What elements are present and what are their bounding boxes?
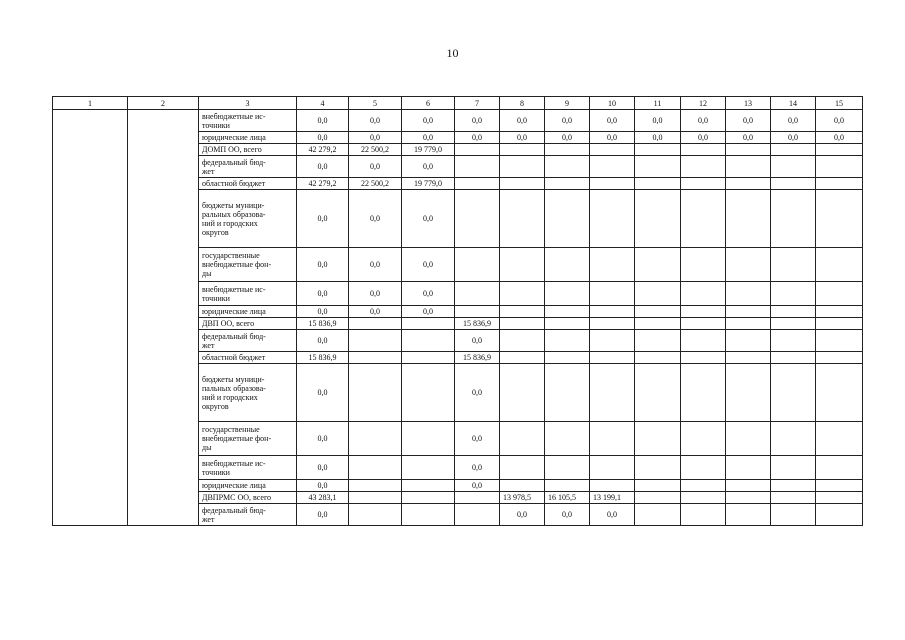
table-cell xyxy=(816,282,863,306)
table-cell xyxy=(545,248,590,282)
table-cell: 0,0 xyxy=(545,504,590,526)
table-cell xyxy=(635,156,681,178)
table-cell xyxy=(771,456,816,480)
table-cell xyxy=(816,190,863,248)
table-cell xyxy=(590,422,635,456)
table-cell xyxy=(500,156,545,178)
table-cell xyxy=(726,190,771,248)
table-cell xyxy=(635,282,681,306)
table-cell: 0,0 xyxy=(816,110,863,132)
row-label: федеральный бюд- жет xyxy=(202,505,266,524)
table-cell xyxy=(816,248,863,282)
table-cell: 0,0 xyxy=(545,132,590,144)
table-cell xyxy=(455,492,500,504)
table-cell xyxy=(402,422,455,456)
column-header: 6 xyxy=(402,97,455,110)
table-cell xyxy=(590,456,635,480)
table-row xyxy=(53,110,863,132)
table-cell xyxy=(816,352,863,364)
table-cell xyxy=(349,480,402,492)
table-cell: 0,0 xyxy=(402,282,455,306)
table-cell xyxy=(771,156,816,178)
table-cell xyxy=(545,178,590,190)
table-cell: 0,0 xyxy=(402,306,455,318)
column-header: 11 xyxy=(635,97,681,110)
table-cell xyxy=(545,352,590,364)
table-cell xyxy=(771,364,816,422)
table-cell xyxy=(455,282,500,306)
table-cell xyxy=(349,456,402,480)
table-cell xyxy=(726,330,771,352)
column-header: 7 xyxy=(455,97,500,110)
table-cell xyxy=(349,364,402,422)
table-cell xyxy=(455,190,500,248)
table-cell: 13 978,5 xyxy=(500,492,545,504)
table-cell xyxy=(771,306,816,318)
table-cell xyxy=(771,190,816,248)
row-label: государственные внебюджетные фон- ды xyxy=(202,425,272,452)
table-cell xyxy=(771,330,816,352)
table-cell xyxy=(635,306,681,318)
col1-cell xyxy=(53,110,128,526)
table-cell xyxy=(816,492,863,504)
table-cell xyxy=(726,248,771,282)
table-cell xyxy=(590,330,635,352)
table-cell xyxy=(771,504,816,526)
table-cell: 43 283,1 xyxy=(297,492,349,504)
table-cell: 0,0 xyxy=(402,248,455,282)
table-cell xyxy=(681,504,726,526)
table-cell: 0,0 xyxy=(726,110,771,132)
table-cell: 0,0 xyxy=(455,330,500,352)
table-cell xyxy=(500,306,545,318)
table-cell: 0,0 xyxy=(297,248,349,282)
table-cell xyxy=(545,364,590,422)
table-cell xyxy=(635,330,681,352)
table-cell: 0,0 xyxy=(349,110,402,132)
table-cell xyxy=(771,318,816,330)
column-header: 13 xyxy=(726,97,771,110)
table-cell xyxy=(635,492,681,504)
table-cell xyxy=(500,330,545,352)
table-cell: 0,0 xyxy=(455,456,500,480)
table-cell xyxy=(590,352,635,364)
table-cell: 0,0 xyxy=(297,132,349,144)
table-cell xyxy=(545,282,590,306)
table-cell xyxy=(635,504,681,526)
table-cell xyxy=(349,504,402,526)
table-cell: 0,0 xyxy=(590,504,635,526)
header-row xyxy=(53,97,863,110)
table-cell: 42 279,2 xyxy=(297,178,349,190)
column-header: 2 xyxy=(128,97,199,110)
table-cell: 22 500,2 xyxy=(349,178,402,190)
table-cell xyxy=(349,330,402,352)
table-cell xyxy=(726,144,771,156)
table-cell xyxy=(500,352,545,364)
table-cell xyxy=(816,306,863,318)
table-cell: 19 779,0 xyxy=(402,178,455,190)
row-label: федеральный бюд- жет xyxy=(202,331,266,350)
table-cell xyxy=(771,492,816,504)
table-cell xyxy=(402,330,455,352)
column-header: 5 xyxy=(349,97,402,110)
table-cell xyxy=(455,156,500,178)
table-cell xyxy=(500,144,545,156)
table-cell xyxy=(681,248,726,282)
table-cell xyxy=(590,156,635,178)
table-cell xyxy=(590,248,635,282)
table-cell xyxy=(681,330,726,352)
table-cell xyxy=(349,352,402,364)
table-cell xyxy=(500,190,545,248)
table-cell xyxy=(771,178,816,190)
table-cell xyxy=(681,318,726,330)
table-cell xyxy=(816,364,863,422)
row-label: юридические лица xyxy=(202,307,266,316)
table-cell: 0,0 xyxy=(349,132,402,144)
table-cell xyxy=(771,422,816,456)
table-cell xyxy=(726,156,771,178)
table-cell xyxy=(681,352,726,364)
table-cell xyxy=(402,364,455,422)
table-cell: 13 199,1 xyxy=(590,492,635,504)
row-label: ДОМП ОО, всего xyxy=(202,145,262,154)
table-cell xyxy=(500,456,545,480)
table-cell xyxy=(402,352,455,364)
table-cell xyxy=(816,480,863,492)
table-cell: 0,0 xyxy=(297,504,349,526)
table-cell: 0,0 xyxy=(297,156,349,178)
table-cell xyxy=(681,144,726,156)
table-cell xyxy=(816,504,863,526)
table-cell: 0,0 xyxy=(402,110,455,132)
table-cell xyxy=(545,144,590,156)
table-cell: 0,0 xyxy=(297,306,349,318)
table-cell: 0,0 xyxy=(545,110,590,132)
table-cell xyxy=(545,190,590,248)
table-cell: 0,0 xyxy=(402,190,455,248)
table-cell: 0,0 xyxy=(455,364,500,422)
table-cell: 0,0 xyxy=(297,330,349,352)
table-cell xyxy=(590,318,635,330)
table-cell: 0,0 xyxy=(297,456,349,480)
table-cell xyxy=(771,282,816,306)
table-cell: 42 279,2 xyxy=(297,144,349,156)
table-cell: 0,0 xyxy=(402,132,455,144)
table-cell: 0,0 xyxy=(297,422,349,456)
table-cell: 0,0 xyxy=(771,132,816,144)
table-cell xyxy=(816,178,863,190)
table-cell xyxy=(500,248,545,282)
table-cell: 16 105,5 xyxy=(545,492,590,504)
table-cell xyxy=(816,318,863,330)
table-cell: 0,0 xyxy=(297,364,349,422)
table-cell xyxy=(816,422,863,456)
table-cell xyxy=(402,318,455,330)
table-cell xyxy=(635,144,681,156)
table-cell xyxy=(590,144,635,156)
table-cell: 15 836,9 xyxy=(297,318,349,330)
table-cell: 22 500,2 xyxy=(349,144,402,156)
table-cell xyxy=(635,352,681,364)
table-cell xyxy=(455,178,500,190)
table-cell: 0,0 xyxy=(455,422,500,456)
row-label: бюджеты муници- пальных образова- ний и городских округов xyxy=(202,374,266,411)
table-cell xyxy=(816,456,863,480)
table-cell xyxy=(545,422,590,456)
table-cell xyxy=(402,504,455,526)
table-cell xyxy=(771,144,816,156)
table-cell xyxy=(816,330,863,352)
table-cell xyxy=(402,480,455,492)
table-cell xyxy=(681,306,726,318)
row-label: внебюджетные ис- точники xyxy=(202,111,266,130)
table-cell: 15 836,9 xyxy=(455,318,500,330)
column-header: 9 xyxy=(545,97,590,110)
table-cell xyxy=(771,352,816,364)
table-cell: 0,0 xyxy=(297,282,349,306)
table-cell xyxy=(771,248,816,282)
table-cell xyxy=(681,178,726,190)
table-cell xyxy=(681,156,726,178)
table-cell: 0,0 xyxy=(500,132,545,144)
table-cell xyxy=(500,178,545,190)
row-label: юридические лица xyxy=(202,481,266,490)
table-cell xyxy=(349,422,402,456)
table-cell: 0,0 xyxy=(590,110,635,132)
column-header: 1 xyxy=(53,97,128,110)
table-cell: 0,0 xyxy=(349,282,402,306)
table-cell xyxy=(726,364,771,422)
table-cell xyxy=(349,492,402,504)
table-cell xyxy=(500,422,545,456)
table-cell xyxy=(545,306,590,318)
table-cell xyxy=(726,456,771,480)
table-cell xyxy=(726,352,771,364)
table-cell xyxy=(771,480,816,492)
table-cell xyxy=(590,282,635,306)
table-cell xyxy=(681,422,726,456)
table-cell xyxy=(726,306,771,318)
table-cell xyxy=(590,364,635,422)
table-cell xyxy=(402,456,455,480)
table-cell: 0,0 xyxy=(297,480,349,492)
table-cell xyxy=(545,480,590,492)
table-cell xyxy=(726,480,771,492)
column-header: 10 xyxy=(590,97,635,110)
row-label: ДВП ОО, всего xyxy=(202,319,255,328)
table-cell xyxy=(726,178,771,190)
table-cell xyxy=(635,480,681,492)
row-label: областной бюджет xyxy=(202,353,266,362)
table-cell: 0,0 xyxy=(635,132,681,144)
column-header: 15 xyxy=(816,97,863,110)
row-label: бюджеты муници- pальных образова- ний и городских округов xyxy=(202,200,266,237)
column-header: 14 xyxy=(771,97,816,110)
table-cell xyxy=(726,282,771,306)
row-label: областной бюджет xyxy=(202,179,266,188)
table-cell xyxy=(500,364,545,422)
table-cell xyxy=(635,422,681,456)
table-cell xyxy=(681,282,726,306)
table-cell xyxy=(349,318,402,330)
table-cell xyxy=(681,190,726,248)
table-cell xyxy=(726,422,771,456)
table-cell: 0,0 xyxy=(297,190,349,248)
table-cell xyxy=(545,330,590,352)
table-cell xyxy=(545,156,590,178)
table-cell: 0,0 xyxy=(681,132,726,144)
row-label: государственные внебюджетные фон- ды xyxy=(202,251,272,278)
budget-table xyxy=(52,96,863,526)
col2-cell xyxy=(128,110,199,526)
table-cell xyxy=(635,318,681,330)
table-cell: 0,0 xyxy=(500,110,545,132)
table-cell xyxy=(500,480,545,492)
table-cell xyxy=(590,190,635,248)
table-cell: 0,0 xyxy=(297,110,349,132)
table-cell: 0,0 xyxy=(455,480,500,492)
table-cell xyxy=(590,480,635,492)
column-header: 8 xyxy=(500,97,545,110)
table-cell: 0,0 xyxy=(681,110,726,132)
table-cell xyxy=(402,492,455,504)
row-label: внебюджетные ис- точники xyxy=(202,458,266,477)
row-label: ДВПРМС ОО, всего xyxy=(202,493,272,502)
row-label: внебюджетные ис- точники xyxy=(202,284,266,303)
table-cell: 15 836,9 xyxy=(455,352,500,364)
table-cell: 0,0 xyxy=(500,504,545,526)
table-cell: 0,0 xyxy=(590,132,635,144)
table-cell: 0,0 xyxy=(349,248,402,282)
table-cell xyxy=(816,156,863,178)
table-cell xyxy=(635,190,681,248)
column-header: 3 xyxy=(199,97,297,110)
table-cell xyxy=(681,456,726,480)
table-cell xyxy=(726,492,771,504)
table-cell xyxy=(500,318,545,330)
table-cell: 0,0 xyxy=(455,110,500,132)
row-label: федеральный бюд- жет xyxy=(202,157,266,176)
table-cell xyxy=(455,306,500,318)
table-cell: 0,0 xyxy=(402,156,455,178)
table-cell xyxy=(726,318,771,330)
table-cell: 0,0 xyxy=(455,132,500,144)
table-cell xyxy=(500,282,545,306)
table-cell xyxy=(455,248,500,282)
table-cell xyxy=(590,306,635,318)
table-cell xyxy=(635,178,681,190)
table-cell xyxy=(455,504,500,526)
table-cell: 0,0 xyxy=(349,156,402,178)
table-cell xyxy=(681,364,726,422)
column-header: 4 xyxy=(297,97,349,110)
page-number: 10 xyxy=(446,46,459,60)
table-cell xyxy=(455,144,500,156)
table-cell xyxy=(726,504,771,526)
row-label: юридические лица xyxy=(202,133,266,142)
table-cell: 0,0 xyxy=(349,306,402,318)
table-cell: 0,0 xyxy=(771,110,816,132)
table-cell: 19 779,0 xyxy=(402,144,455,156)
table-cell xyxy=(681,492,726,504)
table-cell xyxy=(590,178,635,190)
table-cell: 0,0 xyxy=(349,190,402,248)
table-cell xyxy=(681,480,726,492)
table-cell: 0,0 xyxy=(816,132,863,144)
table-cell xyxy=(545,456,590,480)
table-cell xyxy=(635,364,681,422)
table-cell xyxy=(635,456,681,480)
table-cell: 0,0 xyxy=(726,132,771,144)
table-cell: 15 836,9 xyxy=(297,352,349,364)
table-cell xyxy=(816,144,863,156)
table-cell xyxy=(545,318,590,330)
table-cell: 0,0 xyxy=(635,110,681,132)
table-cell xyxy=(635,248,681,282)
column-header: 12 xyxy=(681,97,726,110)
